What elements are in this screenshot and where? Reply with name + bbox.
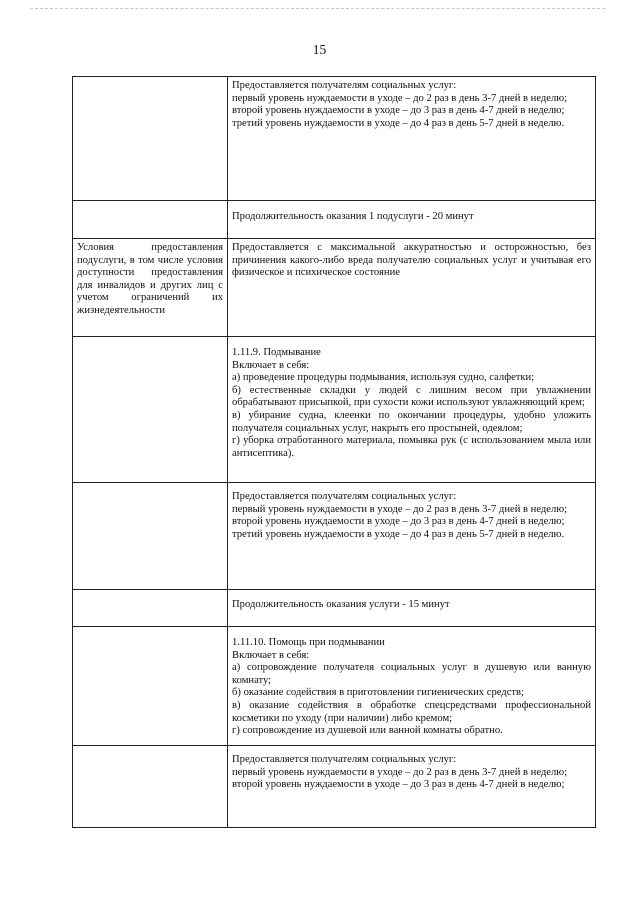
content-line: Продолжительность оказания услуги - 15 минут: [232, 599, 450, 610]
content-line: г) уборка отработанного материала, помывка рук (с использованием мыла или антисептика).: [232, 435, 591, 459]
content-line: третий уровень нуждаемости в уходе – до 4 раз в день 5-7 дней в неделю.: [232, 528, 565, 540]
services-table: [72, 76, 596, 828]
content-line: первый уровень нуждаемости в уходе – до 2 раз в день 3-7 дней в неделю;: [232, 766, 568, 778]
row-label-cell: [73, 201, 228, 239]
content-line: а) проведение процедуры подмывания, используя судно, салфетки;: [232, 372, 535, 384]
content-line: б) оказание содействия в приготовлении гигиенических средств;: [232, 687, 524, 699]
row-content-cell: [228, 483, 596, 590]
row-label-cell: [73, 77, 228, 201]
top-scan-edge: [30, 8, 605, 9]
row-content-cell: [228, 627, 596, 746]
content-line: Предоставляется получателям социальных услуг:: [232, 491, 457, 502]
table-row: [73, 239, 596, 337]
row-label-cell: [73, 590, 228, 627]
row-label-cell: [73, 337, 228, 483]
row-label-cell: [73, 746, 228, 828]
content-line: г) сопровождение из душевой или ванной комнаты обратно.: [232, 725, 503, 737]
row-content-cell: [228, 77, 596, 201]
table-row: [73, 77, 596, 201]
row-content-cell: [228, 746, 596, 828]
table-row: [73, 590, 596, 627]
service-heading: 1.11.10. Помощь при подмывании: [232, 637, 385, 648]
conditions-label-cell: Условия предоставления подуслуги, в том числе условия доступности предоставления для инвалидов и других лиц с учетом ограничений их жизнедеятельности: [73, 239, 228, 337]
row-content-cell: [228, 590, 596, 627]
content-line: Продолжительность оказания 1 подуслуги - 20 минут: [232, 211, 474, 222]
content-line: Предоставляется с максимальной аккуратностью и осторожностью, без причинения какого-либо вреда получателю социальных услуг и учитывая его физическое и психическое состояние: [232, 242, 591, 279]
row-content-cell: [228, 337, 596, 483]
page-number: 15: [312, 42, 327, 57]
row-label-cell: [73, 627, 228, 746]
content-line: б) естественные складки у людей с лишним весом при увлажнении обрабатывают присыпкой, при сухости кожи используют увлажняющий крем;: [232, 384, 591, 409]
service-heading: 1.11.9. Подмывание: [232, 347, 321, 358]
content-line: Включает в себя:: [232, 649, 310, 661]
content-line: третий уровень нуждаемости в уходе – до 4 раз в день 5-7 дней в неделю.: [232, 117, 565, 129]
content-line: в) убирание судна, клеенки по окончании процедуры, удобно уложить получателя социальных услуг, накрыть его простыней, одеялом;: [232, 409, 591, 434]
content-line: второй уровень нуждаемости в уходе – до 3 раз в день 4-7 дней в неделю;: [232, 516, 565, 528]
row-content-cell: [228, 201, 596, 239]
content-line: а) сопровождение получателя социальных услуг в душевую или ванную комнату;: [232, 662, 591, 686]
row-label-cell: [73, 483, 228, 590]
table-row: [73, 201, 596, 239]
content-line: второй уровень нуждаемости в уходе – до 3 раз в день 4-7 дней в неделю;: [232, 105, 565, 117]
table-row: [73, 746, 596, 828]
content-line: в) оказание содействия в обработке спецсредствами профессиональной косметики по уходу (при наличии) либо кремом;: [232, 699, 591, 724]
table-row: [73, 483, 596, 590]
content-line: Предоставляется получателям социальных услуг:: [232, 80, 457, 91]
row-content-cell: [228, 239, 596, 337]
content-line: Включает в себя:: [232, 359, 310, 371]
table-row: [73, 337, 596, 483]
table-row: [73, 627, 596, 746]
content-line: первый уровень нуждаемости в уходе – до 2 раз в день 3-7 дней в неделю;: [232, 503, 568, 515]
content-line: второй уровень нуждаемости в уходе – до 3 раз в день 4-7 дней в неделю;: [232, 779, 565, 791]
content-line: Предоставляется получателям социальных услуг:: [232, 754, 457, 765]
content-line: первый уровень нуждаемости в уходе – до 2 раз в день 3-7 дней в неделю;: [232, 92, 568, 104]
